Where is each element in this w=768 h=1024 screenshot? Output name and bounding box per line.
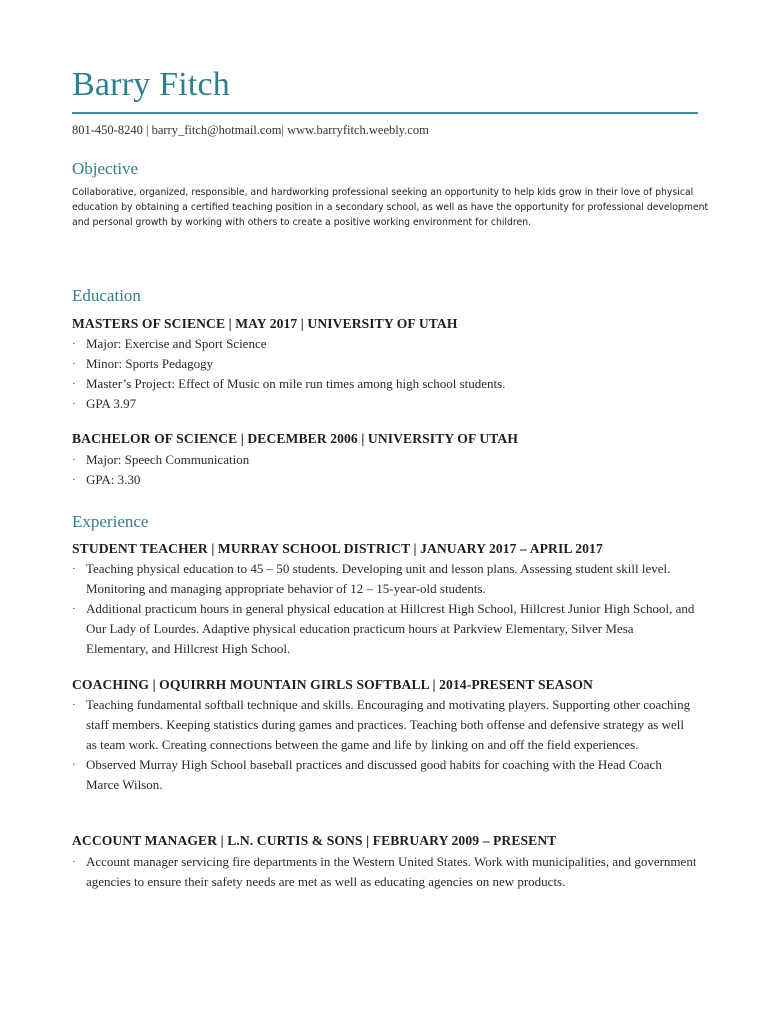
objective-text: Collaborative, organized, responsible, and hardworking professional seeking an opportunity to help kids grow in their love of physical education by obtaining a certified teaching position in a secondary school, as well as have the opportunity for professional development and personal growth by working with others to create a positive working environment for children.	[72, 187, 709, 228]
list-item-text: Observed Murray High School baseball practices and discussed good habits for coaching with the Head Coach Marce Wilson.	[86, 757, 662, 792]
objective-heading: Objective	[72, 159, 139, 178]
education-entry-heading: MASTERS OF SCIENCE | MAY 2017 | UNIVERSITY OF UTAH	[72, 316, 458, 331]
bullet-icon: ·	[72, 454, 76, 466]
experience-heading: Experience	[72, 512, 149, 531]
bullet-icon: ·	[72, 563, 76, 575]
contact-info: 801-450-8240 | barry_fitch@hotmail.com| www.barryfitch.weebly.com	[72, 123, 429, 137]
list-item	[72, 354, 698, 374]
list-item	[72, 394, 698, 414]
list-item	[72, 450, 698, 470]
list-item	[72, 852, 698, 892]
bullet-icon: ·	[72, 603, 76, 615]
experience-entry-bullets	[72, 852, 698, 892]
education-entry-bullets	[72, 450, 698, 490]
list-item	[72, 374, 698, 394]
experience-entry-heading: STUDENT TEACHER | MURRAY SCHOOL DISTRICT | JANUARY 2017 – APRIL 2017	[72, 541, 603, 556]
experience-entry-heading: ACCOUNT MANAGER | L.N. CURTIS & SONS | FEBRUARY 2009 – PRESENT	[72, 833, 557, 848]
experience-entry-heading: COACHING | OQUIRRH MOUNTAIN GIRLS SOFTBALL | 2014-PRESENT SEASON	[72, 677, 593, 692]
list-item	[72, 470, 698, 490]
list-item	[72, 695, 698, 755]
education-heading: Education	[72, 286, 141, 305]
list-item-text: Teaching physical education to 45 – 50 students. Developing unit and lesson plans. Assessing student skill level. Monitoring and managing appropriate behavior of 12 – 15-year-old students.	[86, 561, 671, 596]
header-divider	[72, 112, 698, 114]
education-entry-heading: BACHELOR OF SCIENCE | DECEMBER 2006 | UNIVERSITY OF UTAH	[72, 431, 519, 446]
education-entry-bullets	[72, 334, 698, 414]
list-item-text: Major: Speech Communication	[86, 452, 250, 467]
list-item	[72, 599, 698, 659]
bullet-icon: ·	[72, 759, 76, 771]
list-item	[72, 755, 698, 795]
experience-entry-bullets	[72, 695, 698, 795]
experience-entry-bullets	[72, 559, 698, 659]
bullet-icon: ·	[72, 358, 76, 370]
list-item-text: Major: Exercise and Sport Science	[86, 336, 267, 351]
bullet-icon: ·	[72, 398, 76, 410]
list-item-text: Minor: Sports Pedagogy	[86, 356, 214, 371]
list-item-text: Teaching fundamental softball technique and skills. Encouraging and motivating players. Supporting other coaching staff members. Keeping statistics during games and practices. Teaching both offense and defensive strategy as well as team work. Creating connections between the game and life by linking on and off the field experiences.	[86, 697, 691, 752]
list-item-text: Account manager servicing fire departments in the Western United States. Work with municipalities, and government agencies to ensure their safety needs are met as well as educating agencies on new products.	[86, 854, 697, 889]
bullet-icon: ·	[72, 856, 76, 868]
bullet-icon: ·	[72, 338, 76, 350]
bullet-icon: ·	[72, 378, 76, 390]
list-item-text: Master’s Project: Effect of Music on mile run times among high school students.	[86, 376, 506, 391]
list-item	[72, 334, 698, 354]
list-item-text: GPA: 3.30	[86, 472, 141, 487]
list-item-text: Additional practicum hours in general physical education at Hillcrest High School, Hillcrest Junior High School, and Our Lady of Lourdes. Adaptive physical education practicum hours at Parkview Elementary, Silver Mesa Elementary, and Hillcrest High School.	[86, 601, 695, 656]
bullet-icon: ·	[72, 699, 76, 711]
list-item	[72, 559, 698, 599]
candidate-name: Barry Fitch	[72, 66, 231, 103]
bullet-icon: ·	[72, 474, 76, 486]
list-item-text: GPA 3.97	[86, 396, 137, 411]
